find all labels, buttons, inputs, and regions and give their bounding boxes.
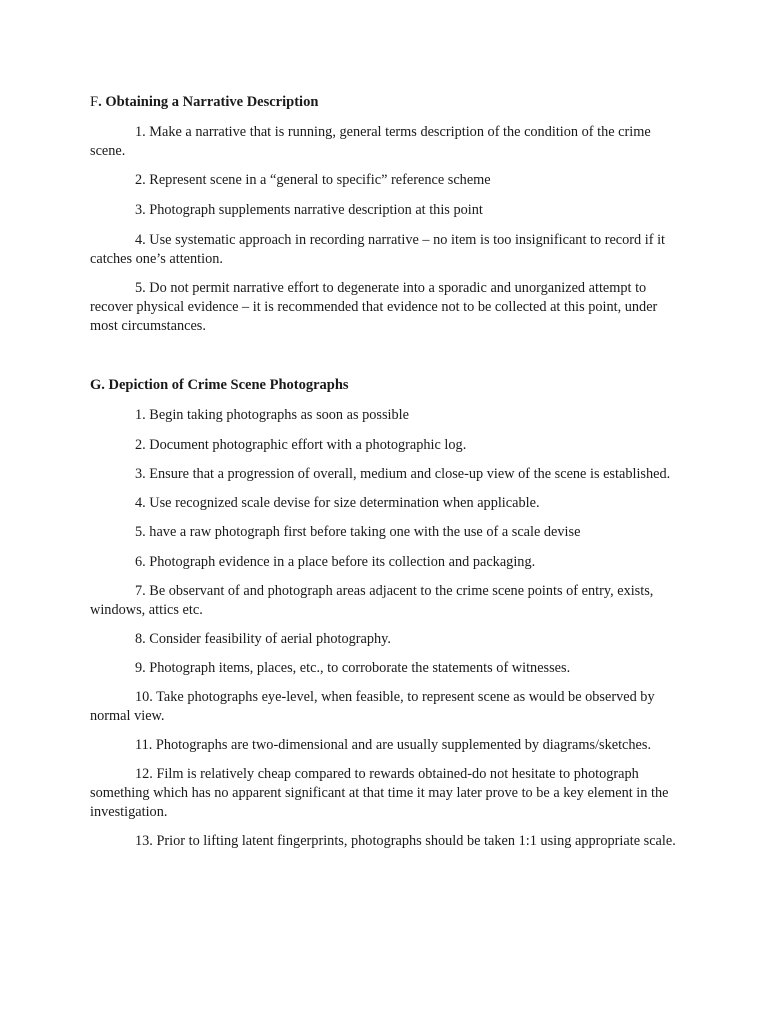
section-g (90, 376, 680, 851)
list-item: 2. Document photographic effort with a photographic log. (135, 437, 467, 453)
list-item: 6. Photograph evidence in a place before its collection and packaging. (135, 554, 536, 570)
section-heading (90, 93, 680, 112)
list-item: 2. Represent scene in a “general to specific” reference scheme (135, 172, 491, 188)
section-title: . Obtaining a Narrative Description (98, 94, 319, 110)
section-heading: G. Depiction of Crime Scene Photographs (90, 377, 349, 393)
list-item: 5. have a raw photograph first before taking one with the use of a scale devise (135, 524, 581, 540)
list-item: 8. Consider feasibility of aerial photography. (135, 631, 391, 647)
list-item: 3. Ensure that a progression of overall, medium and close-up view of the scene is established. (135, 466, 671, 482)
list-item: 4. Use recognized scale devise for size determination when applicable. (135, 495, 540, 511)
list-item: 9. Photograph items, places, etc., to corroborate the statements of witnesses. (135, 660, 571, 676)
section-letter: F (90, 94, 99, 110)
list-item: 3. Photograph supplements narrative description at this point (135, 202, 483, 218)
list-item: 10. Take photographs eye-level, when feasible, to represent scene as would be observed by normal view. (90, 689, 655, 724)
list-item: 1. Make a narrative that is running, general terms description of the condition of the crime scene. (90, 124, 651, 159)
section-f (90, 93, 680, 336)
list-item: 11. Photographs are two-dimensional and are usually supplemented by diagrams/sketches. (135, 737, 652, 753)
list-item: 12. Film is relatively cheap compared to rewards obtained-do not hesitate to photograph something which has no apparent significant at that time it may later prove to be a key element in the investigation. (90, 766, 669, 820)
list-item: 13. Prior to lifting latent fingerprints, photographs should be taken 1:1 using appropriate scale. (135, 833, 676, 849)
list-item: 4. Use systematic approach in recording narrative – no item is too insignificant to record if it catches one’s attention. (90, 232, 666, 267)
list-item: 5. Do not permit narrative effort to degenerate into a sporadic and unorganized attempt to recover physical evidence – it is recommended that evidence not to be collected at this point, under most circumstances. (90, 280, 658, 334)
list-item: 7. Be observant of and photograph areas adjacent to the crime scene points of entry, exists, windows, attics etc. (90, 583, 654, 618)
list-item: 1. Begin taking photographs as soon as possible (135, 407, 410, 423)
